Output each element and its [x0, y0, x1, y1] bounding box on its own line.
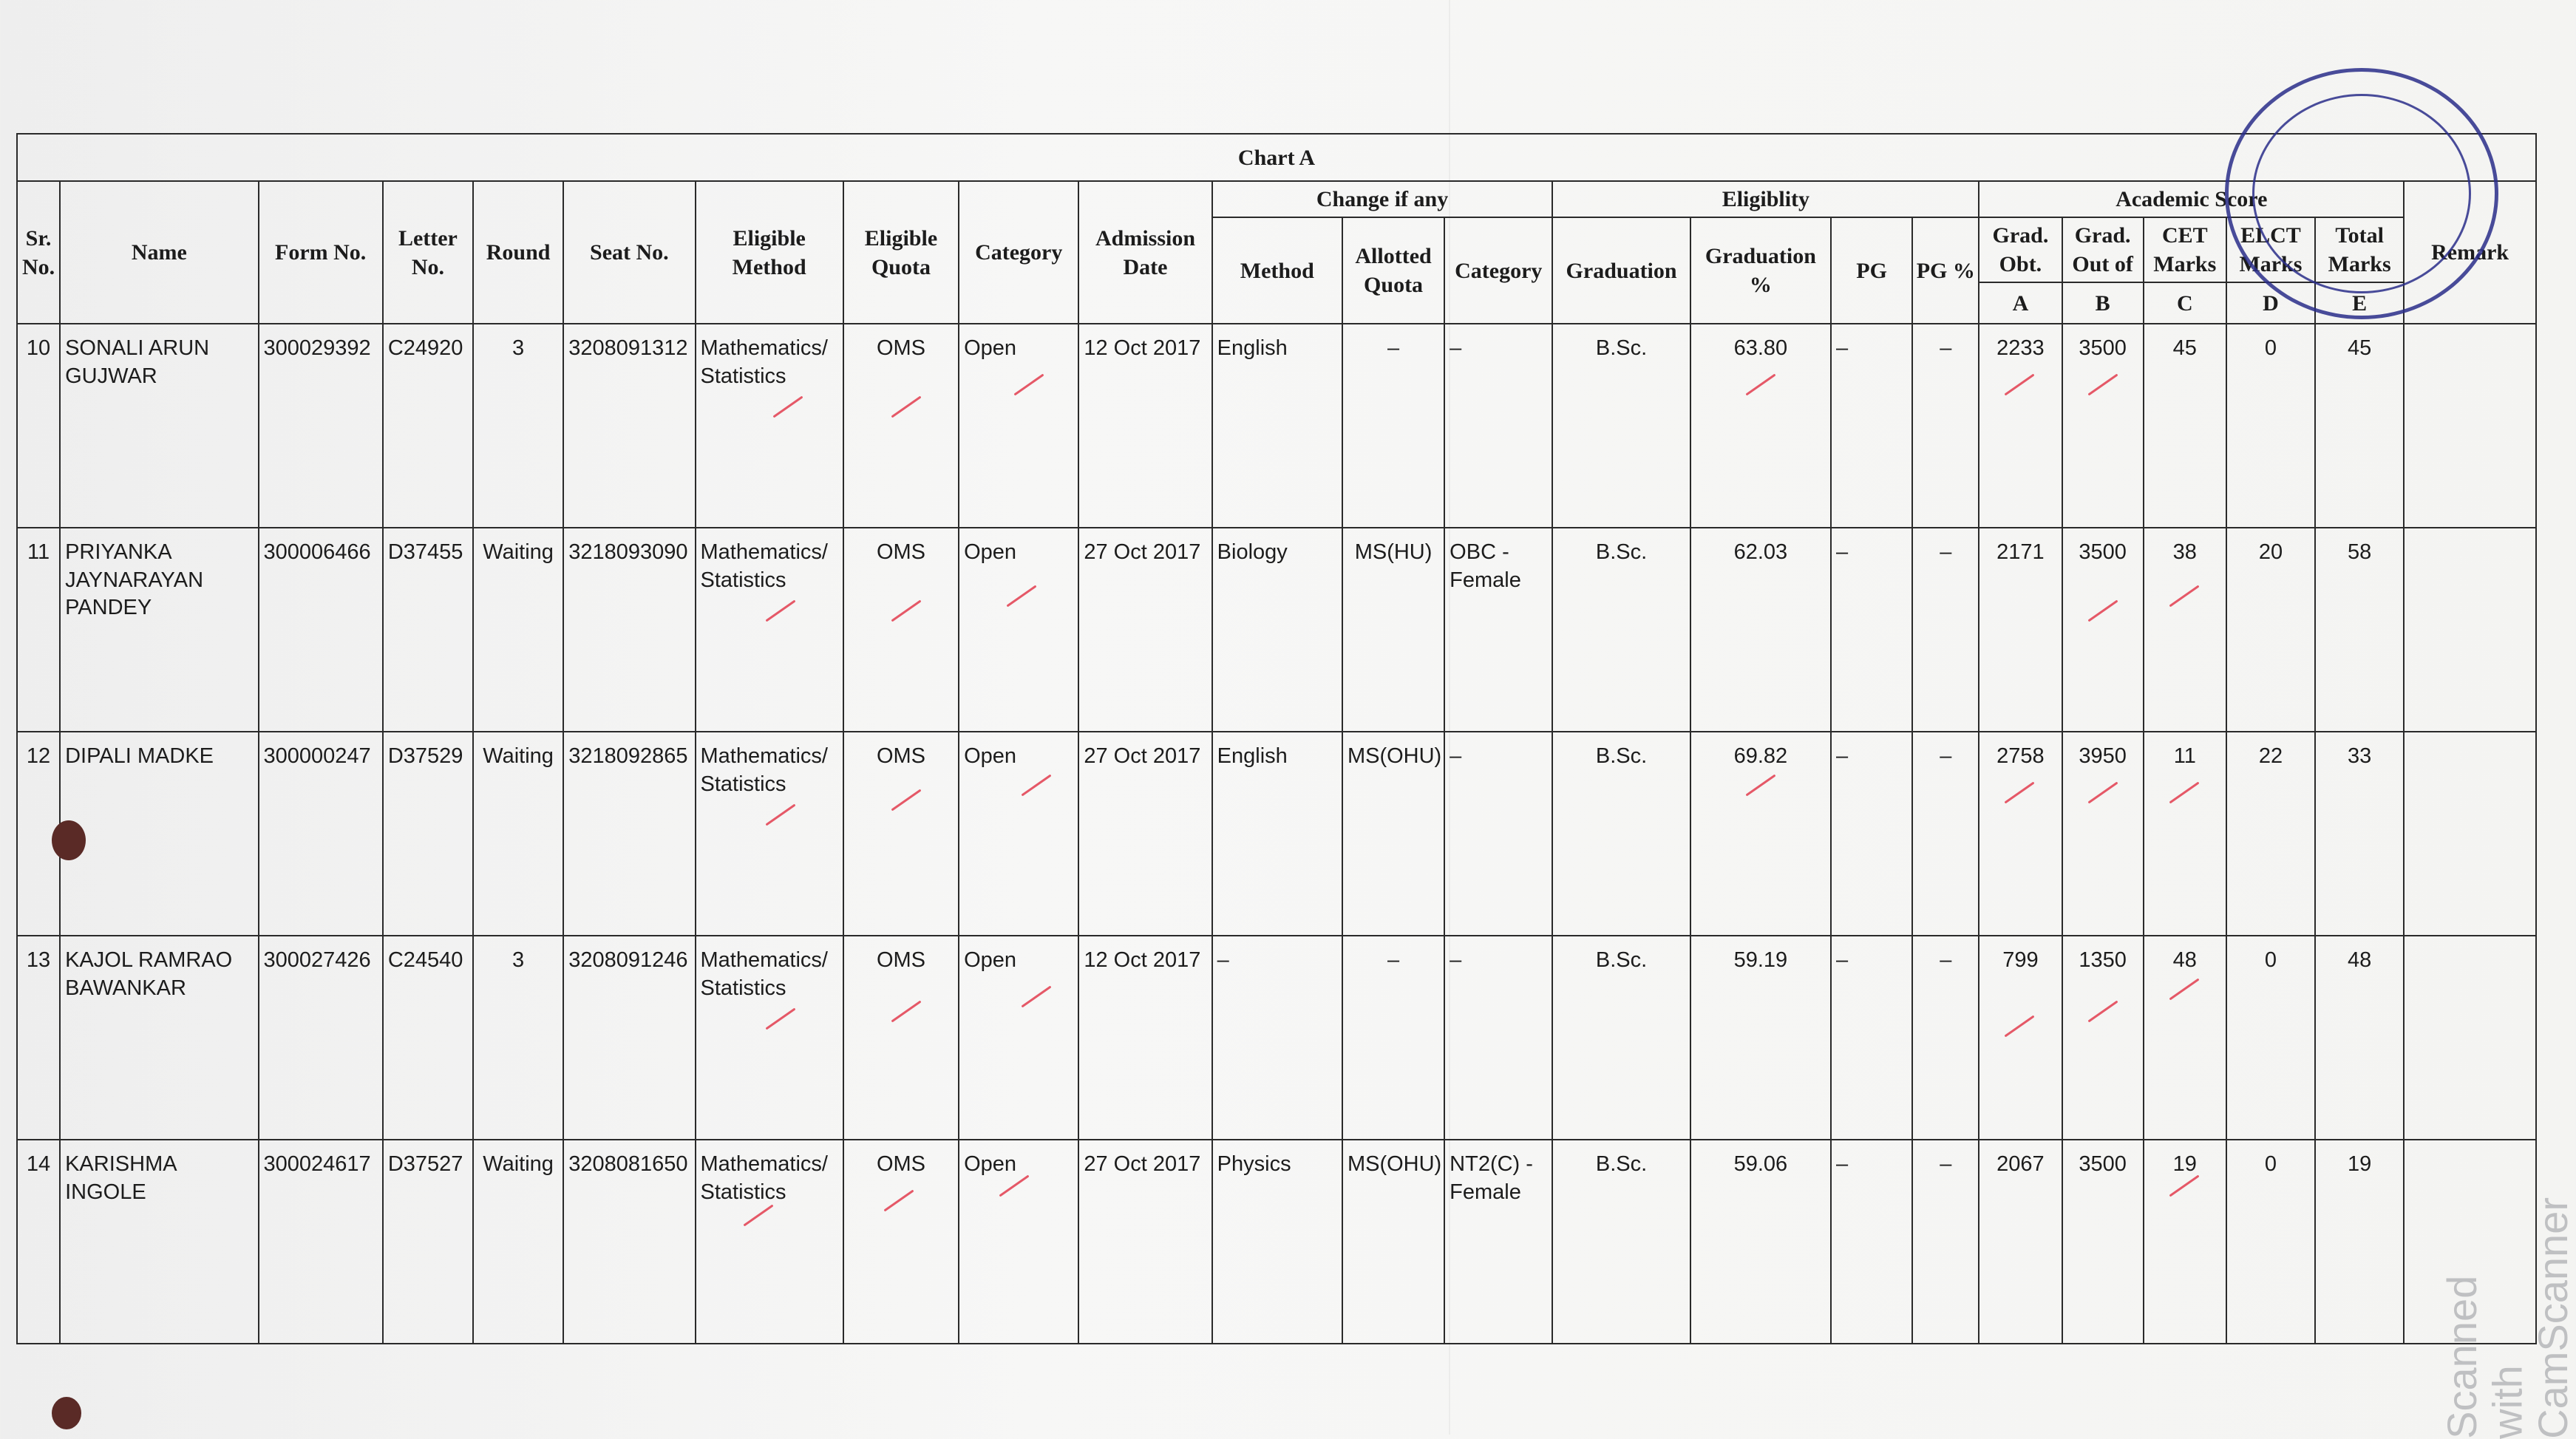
cell-form-no: 300029392 [259, 324, 383, 528]
cell-remark [2404, 324, 2536, 528]
cell-elct-marks: 0 [2226, 936, 2315, 1140]
table-row [17, 1140, 2536, 1344]
cell-sr-no: 10 [17, 324, 60, 528]
cell-eligible-method [696, 936, 843, 1140]
cell-elct-marks: 0 [2226, 324, 2315, 528]
check-mark-icon [2087, 782, 2118, 804]
punch-hole-mark [52, 820, 86, 860]
check-mark-icon [2005, 782, 2035, 804]
merit-chart-table [16, 133, 2537, 1344]
cell-change-method: Biology [1212, 528, 1342, 732]
cell-change-method: English [1212, 324, 1342, 528]
check-mark-icon [772, 396, 803, 418]
header-eligible-method: Eligible Method [696, 181, 843, 324]
cell-cet-marks [2144, 936, 2226, 1140]
table-row [17, 936, 2536, 1140]
check-mark-icon [2169, 585, 2199, 608]
cell-form-no: 300006466 [259, 528, 383, 732]
cell-seat-no: 3218093090 [563, 528, 695, 732]
check-mark-icon [2169, 979, 2199, 1001]
header-col-e: E [2315, 282, 2404, 324]
cell-eligible-quota [843, 324, 959, 528]
cell-category [959, 732, 1078, 936]
cell-eligible-method [696, 528, 843, 732]
cell-allotted-quota: MS(HU) [1342, 528, 1444, 732]
cell-cet-marks [2144, 528, 2226, 732]
category-text: Open [964, 540, 1017, 564]
cell-cet-marks [2144, 1140, 2226, 1344]
header-pg: PG [1831, 217, 1912, 324]
eligible-method-text: Mathematics/ Statistics [700, 1152, 828, 1204]
header-grad-obt: Grad. Obt. [1979, 217, 2062, 282]
cell-sr-no: 12 [17, 732, 60, 936]
header-sr-no: Sr. No. [17, 181, 60, 324]
header-category: Category [959, 181, 1078, 324]
cell-sr-no: 11 [17, 528, 60, 732]
cell-allotted-quota: – [1342, 324, 1444, 528]
check-mark-icon [1014, 374, 1044, 396]
table-row [17, 528, 2536, 732]
check-mark-icon [891, 1001, 921, 1023]
eligible-quota-text: OMS [876, 948, 925, 972]
eligible-method-text: Mathematics/ Statistics [700, 540, 828, 592]
grad-obt-text: 2233 [1996, 336, 2045, 360]
cell-elct-marks: 20 [2226, 528, 2315, 732]
cell-pg-pct: – [1912, 1140, 1979, 1344]
cell-total-marks: 45 [2315, 324, 2404, 528]
category-text: Open [964, 744, 1017, 768]
cell-grad-obt: 2171 [1979, 528, 2062, 732]
header-academic-score: Academic Score [1979, 181, 2404, 217]
cell-eligible-quota [843, 528, 959, 732]
grad-out-of-text: 3500 [2079, 540, 2127, 564]
cet-marks-text: 19 [2172, 1152, 2197, 1176]
cell-pg: – [1831, 936, 1912, 1140]
category-text: Open [964, 1152, 1017, 1176]
cell-change-category: – [1444, 936, 1552, 1140]
cell-pg: – [1831, 1140, 1912, 1344]
header-name: Name [60, 181, 258, 324]
header-form-no: Form No. [259, 181, 383, 324]
cell-graduation: B.Sc. [1552, 936, 1690, 1140]
cell-admission-date: 12 Oct 2017 [1078, 324, 1211, 528]
check-mark-icon [1745, 775, 1775, 797]
cell-seat-no: 3208091246 [563, 936, 695, 1140]
cell-grad-out-of [2062, 528, 2144, 732]
check-mark-icon [765, 804, 795, 826]
cell-eligible-quota [843, 732, 959, 936]
cell-form-no: 300000247 [259, 732, 383, 936]
chart-title: Chart A [17, 134, 2536, 181]
check-mark-icon [2169, 1175, 2199, 1197]
cell-seat-no: 3218092865 [563, 732, 695, 936]
cell-category [959, 528, 1078, 732]
check-mark-icon [891, 600, 921, 622]
grad-out-of-text: 1350 [2079, 948, 2127, 972]
cell-graduation-pct [1690, 324, 1831, 528]
cell-name: DIPALI MADKE [60, 732, 258, 936]
scanner-watermark: Scanned with CamScanner [2439, 1197, 2576, 1439]
eligible-quota-text: OMS [876, 744, 925, 768]
cell-grad-out-of [2062, 732, 2144, 936]
check-mark-icon [743, 1205, 773, 1227]
graduation-pct-text: 69.82 [1733, 744, 1788, 768]
cell-grad-obt [1979, 732, 2062, 936]
cell-round: Waiting [473, 528, 563, 732]
cell-letter-no: D37455 [383, 528, 473, 732]
cell-letter-no: D37527 [383, 1140, 473, 1344]
cell-name: KAJOL RAMRAO BAWANKAR [60, 936, 258, 1140]
cell-admission-date: 27 Oct 2017 [1078, 1140, 1211, 1344]
eligible-method-text: Mathematics/ Statistics [700, 948, 828, 1000]
check-mark-icon [2005, 1016, 2035, 1038]
cell-total-marks: 33 [2315, 732, 2404, 936]
cell-pg: – [1831, 732, 1912, 936]
header-change-category: Category [1444, 217, 1552, 324]
cell-category [959, 324, 1078, 528]
cell-grad-out-of [2062, 324, 2144, 528]
cell-category [959, 1140, 1078, 1344]
cell-change-method: Physics [1212, 1140, 1342, 1344]
cell-allotted-quota: – [1342, 936, 1444, 1140]
cell-admission-date: 12 Oct 2017 [1078, 936, 1211, 1140]
header-letter-no: Letter No. [383, 181, 473, 324]
cell-eligible-quota [843, 1140, 959, 1344]
header-remark: Remark [2404, 181, 2536, 324]
cell-grad-obt [1979, 936, 2062, 1140]
header-eligibility: Eligiblity [1552, 181, 1979, 217]
cell-graduation-pct: 62.03 [1690, 528, 1831, 732]
cell-round: Waiting [473, 732, 563, 936]
table-row [17, 732, 2536, 936]
cell-sr-no: 13 [17, 936, 60, 1140]
cet-marks-text: 48 [2172, 948, 2197, 972]
cell-form-no: 300027426 [259, 936, 383, 1140]
header-col-d: D [2226, 282, 2315, 324]
check-mark-icon [883, 1190, 914, 1212]
cell-change-method: – [1212, 936, 1342, 1140]
cell-category [959, 936, 1078, 1140]
cell-grad-out-of: 3500 [2062, 1140, 2144, 1344]
eligible-method-text: Mathematics/ Statistics [700, 744, 828, 796]
check-mark-icon [1745, 374, 1775, 396]
header-grad-out-of: Grad. Out of [2062, 217, 2144, 282]
check-mark-icon [891, 789, 921, 812]
cell-change-category: OBC - Female [1444, 528, 1552, 732]
cell-grad-obt [1979, 324, 2062, 528]
check-mark-icon [2087, 1001, 2118, 1023]
cell-name: PRIYANKA JAYNARAYAN PANDEY [60, 528, 258, 732]
cell-round: 3 [473, 936, 563, 1140]
cell-letter-no: D37529 [383, 732, 473, 936]
stamp-inner-ring [2252, 94, 2471, 293]
cell-elct-marks: 0 [2226, 1140, 2315, 1344]
cell-remark [2404, 936, 2536, 1140]
cell-remark [2404, 528, 2536, 732]
graduation-pct-text: 63.80 [1733, 336, 1788, 360]
check-mark-icon [1022, 775, 1052, 797]
grad-obt-text: 799 [2002, 948, 2039, 972]
cell-cet-marks [2144, 732, 2226, 936]
check-mark-icon [2087, 374, 2118, 396]
header-round: Round [473, 181, 563, 324]
cell-admission-date: 27 Oct 2017 [1078, 732, 1211, 936]
cell-total-marks: 58 [2315, 528, 2404, 732]
cell-eligible-method [696, 732, 843, 936]
cell-seat-no: 3208091312 [563, 324, 695, 528]
header-graduation-pct: Graduation % [1690, 217, 1831, 324]
cell-graduation: B.Sc. [1552, 324, 1690, 528]
eligible-quota-text: OMS [876, 336, 925, 360]
cell-graduation-pct [1690, 732, 1831, 936]
header-eligible-quota: Eligible Quota [843, 181, 959, 324]
check-mark-icon [2087, 600, 2118, 622]
cell-total-marks: 19 [2315, 1140, 2404, 1344]
cell-graduation: B.Sc. [1552, 732, 1690, 936]
cell-letter-no: C24920 [383, 324, 473, 528]
cell-change-category: NT2(C) - Female [1444, 1140, 1552, 1344]
header-col-b: B [2062, 282, 2144, 324]
cell-allotted-quota: MS(OHU) [1342, 1140, 1444, 1344]
header-allotted-quota: Allotted Quota [1342, 217, 1444, 324]
header-change-if-any: Change if any [1212, 181, 1553, 217]
grad-out-of-text: 3500 [2079, 336, 2127, 360]
check-mark-icon [765, 1008, 795, 1030]
check-mark-icon [2005, 374, 2035, 396]
cell-grad-out-of [2062, 936, 2144, 1140]
header-graduation: Graduation [1552, 217, 1690, 324]
cell-eligible-method [696, 1140, 843, 1344]
cell-name: SONALI ARUN GUJWAR [60, 324, 258, 528]
cell-form-no: 300024617 [259, 1140, 383, 1344]
cell-round: 3 [473, 324, 563, 528]
check-mark-icon [2169, 782, 2199, 804]
cell-allotted-quota: MS(OHU) [1342, 732, 1444, 936]
header-cet-marks: CET Marks [2144, 217, 2226, 282]
office-seal-stamp [2225, 68, 2498, 319]
cell-graduation-pct: 59.06 [1690, 1140, 1831, 1344]
cell-change-method: English [1212, 732, 1342, 936]
header-pg-pct: PG % [1912, 217, 1979, 324]
header-col-c: C [2144, 282, 2226, 324]
header-seat-no: Seat No. [563, 181, 695, 324]
eligible-quota-text: OMS [876, 540, 925, 564]
cell-pg-pct: – [1912, 324, 1979, 528]
header-change-method: Method [1212, 217, 1342, 324]
check-mark-icon [1007, 585, 1037, 608]
cell-graduation: B.Sc. [1552, 528, 1690, 732]
cell-remark [2404, 732, 2536, 936]
cell-pg: – [1831, 528, 1912, 732]
cell-name: KARISHMA INGOLE [60, 1140, 258, 1344]
eligible-quota-text: OMS [876, 1152, 925, 1176]
cell-seat-no: 3208081650 [563, 1140, 695, 1344]
cell-change-category: – [1444, 732, 1552, 936]
cell-eligible-quota [843, 936, 959, 1140]
check-mark-icon [999, 1175, 1030, 1197]
category-text: Open [964, 336, 1017, 360]
cell-change-category: – [1444, 324, 1552, 528]
check-mark-icon [891, 396, 921, 418]
cell-pg: – [1831, 324, 1912, 528]
cell-grad-obt: 2067 [1979, 1140, 2062, 1344]
cell-letter-no: C24540 [383, 936, 473, 1140]
cet-marks-text: 38 [2172, 540, 2197, 564]
category-text: Open [964, 948, 1017, 972]
cell-elct-marks: 22 [2226, 732, 2315, 936]
header-col-a: A [1979, 282, 2062, 324]
punch-hole-mark [52, 1397, 81, 1429]
header-total-marks: Total Marks [2315, 217, 2404, 282]
cell-pg-pct: – [1912, 528, 1979, 732]
cell-graduation: B.Sc. [1552, 1140, 1690, 1344]
cell-admission-date: 27 Oct 2017 [1078, 528, 1211, 732]
header-elct-marks: ELCT Marks [2226, 217, 2315, 282]
cell-round: Waiting [473, 1140, 563, 1344]
check-mark-icon [1022, 986, 1052, 1008]
table-row [17, 324, 2536, 528]
cell-pg-pct: – [1912, 936, 1979, 1140]
eligible-method-text: Mathematics/ Statistics [700, 336, 828, 388]
cell-graduation-pct: 59.19 [1690, 936, 1831, 1140]
cell-cet-marks: 45 [2144, 324, 2226, 528]
cet-marks-text: 11 [2173, 744, 2196, 768]
cell-eligible-method [696, 324, 843, 528]
header-admission-date: Admission Date [1078, 181, 1211, 324]
cell-total-marks: 48 [2315, 936, 2404, 1140]
cell-pg-pct: – [1912, 732, 1979, 936]
grad-obt-text: 2758 [1996, 744, 2045, 768]
check-mark-icon [765, 600, 795, 622]
cell-sr-no: 14 [17, 1140, 60, 1344]
grad-out-of-text: 3950 [2079, 744, 2127, 768]
